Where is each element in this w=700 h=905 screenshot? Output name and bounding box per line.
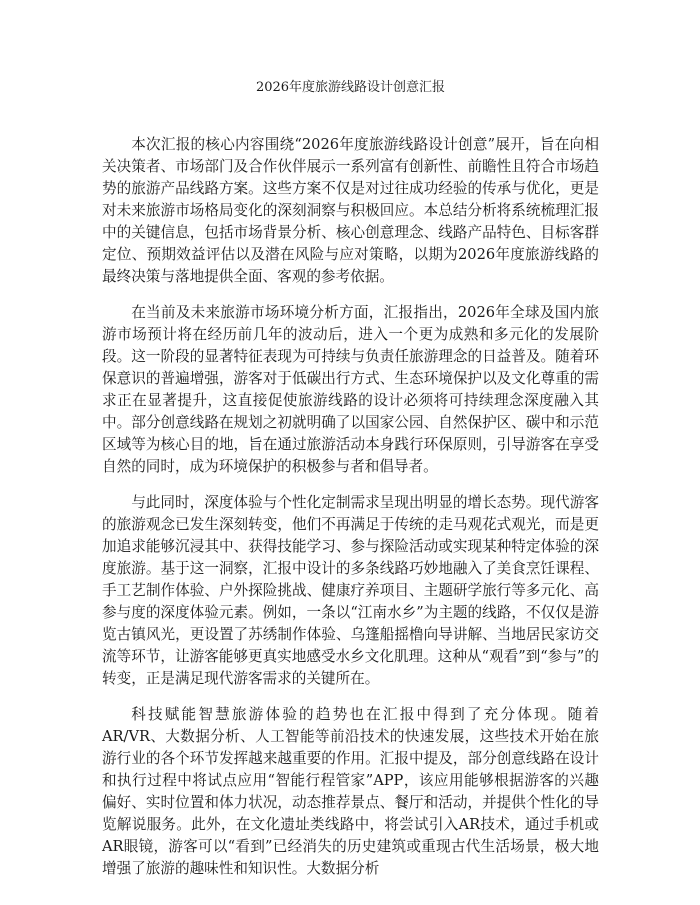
paragraph-market-environment: 在当前及未来旅游市场环境分析方面，汇报指出，2026年全球及国内旅游市场预计将在经历前几年的波动后，进入一个更为成熟和多元化的发展阶段。这一阶段的显著特征表现为可持续与负责任旅游理念的日益普及。随着环保意识的普遍增强，游客对于低碳出行方式、生态环境保护以及文化尊重的需求正在显著提升，这直接促使旅游线路的设计必须将可持续理念深度融入其中。部分创意线路在规划之初就明确了以国家公园、自然保护区、碳中和示范区域等为核心目的地，旨在通过旅游活动本身践行环保原则，引导游客在享受自然的同时，成为环境保护的积极参与者和倡导者。 xyxy=(102,304,599,475)
paragraph-market-intro: 本次汇报的核心内容围绕“2026年度旅游线路设计创意”展开，旨在向相关决策者、市场部门及合作伙伴展示一系列富有创新性、前瞻性且符合市场趋势的旅游产品线路方案。这些方案不仅是对过往成功经验的传承与优化，更是对未来旅游市场格局变化的深刻洞察与积极回应。本总结分析将系统梳理汇报中的关键信息，包括市场背景分析、核心创意理念、线路产品特色、目标客群定位、预期效益评估以及潜在风险与应对策略，以期为2026年度旅游线路的最终决策与落地提供全面、客观的参考依据。 xyxy=(102,136,599,285)
paragraph-deep-experience: 与此同时，深度体验与个性化定制需求呈现出明显的增长态势。现代游客的旅游观念已发生深刻转变，他们不再满足于传统的走马观花式观光，而是更加追求能够沉浸其中、获得技能学习、参与探险活动或实现某种特定体验的深度旅游。基于这一洞察，汇报中设计的多条线路巧妙地融入了美食烹饪课程、手工艺制作体验、户外探险挑战、健康疗养项目、主题研学旅行等多元化、高参与度的深度体验元素。例如，一条以“江南水乡”为主题的线路，不仅仅是游览古镇风光，更设置了苏绣制作体验、乌篷船摇橹向导讲解、当地居民家访交流等环节，让游客能够更真实地感受水乡文化肌理。这种从“观看”到“参与”的转变，正是满足现代游客需求的关键所在。 xyxy=(102,494,599,687)
document-title: 2026年度旅游线路设计创意汇报 xyxy=(255,80,446,95)
paragraph-smart-tourism: 科技赋能智慧旅游体验的趋势也在汇报中得到了充分体现。随着AR/VR、大数据分析、人工智能等前沿技术的快速发展，这些技术开始在旅游行业的各个环节发挥越来越重要的作用。汇报中提及，部分创意线路在设计和执行过程中将试点应用“智能行程管家”APP，该应用能够根据游客的兴趣偏好、实时位置和体力状况，动态推荐景点、餐厅和活动，并提供个性化的导览解说服务。此外，在文化遗址类线路中，将尝试引入AR技术，通过手机或AR眼镜，游客可以“看到”已经消失的历史建筑或重现古代生活场景，极大地增强了旅游的趣味性和知识性。大数据分析 xyxy=(102,706,599,877)
